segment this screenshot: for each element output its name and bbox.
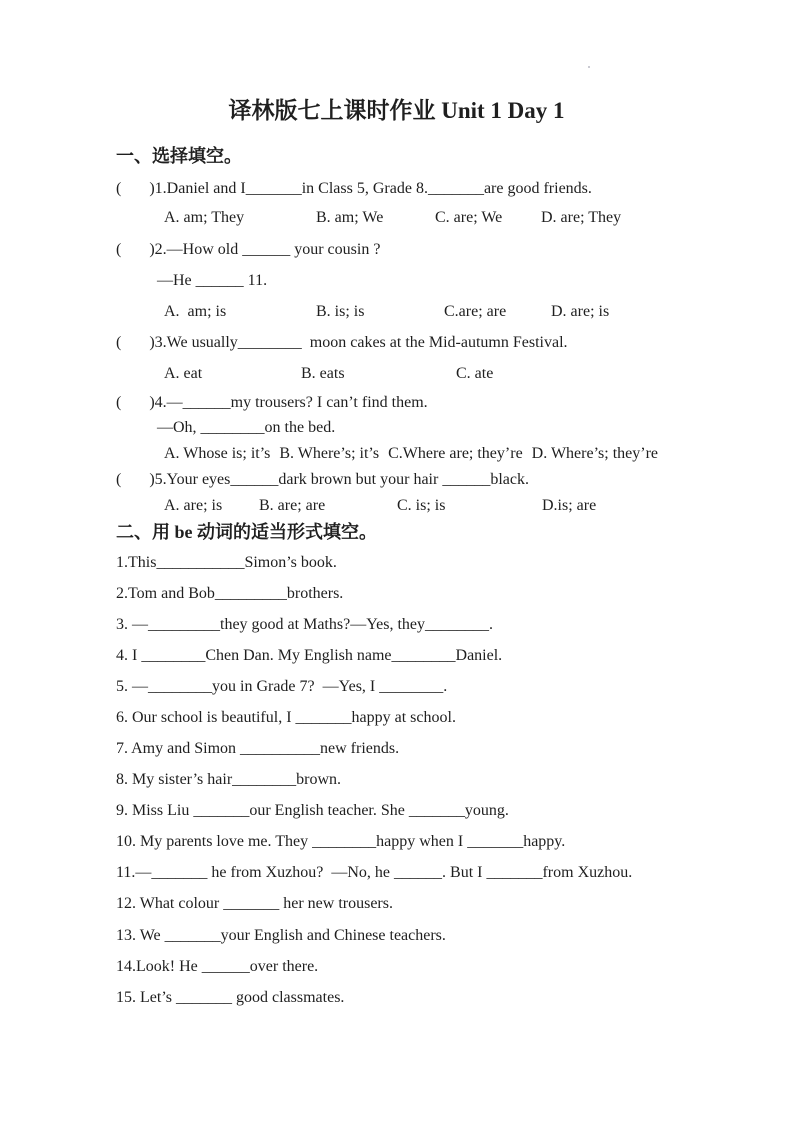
option-c: C. ate [456, 365, 494, 382]
fill-item-7: 7. Amy and Simon __________new friends. [116, 740, 400, 757]
fill-item-8: 8. My sister’s hair________brown. [116, 771, 342, 788]
option-b: B. eats [301, 365, 345, 382]
option-d: D. are; is [551, 303, 610, 320]
option-b: B. Where’s; it’s [279, 445, 380, 462]
question-line-4: ( )4.—______my trousers? I can’t find them. [116, 394, 428, 411]
fill-item-14: 14.Look! He ______over there. [116, 958, 319, 975]
option-d: D. Where’s; they’re [531, 445, 658, 462]
fill-item-6: 6. Our school is beautiful, I _______happy at school. [116, 709, 456, 726]
question-line-4b: —Oh, ________on the bed. [157, 419, 336, 436]
question-line-3: ( )3.We usually________ moon cakes at the Mid-autumn Festival. [116, 334, 568, 351]
fill-item-4: 4. I ________Chen Dan. My English name________Daniel. [116, 647, 503, 664]
fill-item-5: 5. —________you in Grade 7? —Yes, I ________. [116, 678, 448, 695]
fill-item-1: 1.This___________Simon’s book. [116, 554, 337, 571]
question-line-2: ( )2.—How old ______ your cousin ? [116, 241, 381, 258]
option-d: D. are; They [541, 209, 622, 226]
option-b: B. is; is [316, 303, 365, 320]
option-a: A. are; is [164, 497, 223, 514]
options-row-2 [164, 301, 609, 323]
option-a: A. am; They [164, 209, 245, 226]
option-b: B. are; are [259, 497, 326, 514]
option-d: D.is; are [542, 497, 597, 514]
question-line-2b: —He ______ 11. [157, 272, 268, 289]
options-row-1 [164, 207, 621, 229]
fill-item-11: 11.—_______ he from Xuzhou? —No, he ______. But I _______from Xuzhou. [116, 864, 633, 881]
fill-item-12: 12. What colour _______ her new trousers. [116, 895, 393, 912]
question-line-1: ( )1.Daniel and I_______in Class 5, Grade 8._______are good friends. [116, 180, 592, 197]
option-a: A. eat [164, 365, 203, 382]
page-title: 译林版七上课时作业 Unit 1 Day 1 [228, 98, 565, 123]
fill-item-2: 2.Tom and Bob_________brothers. [116, 585, 344, 602]
option-c: C. is; is [397, 497, 446, 514]
option-c: C. are; We [435, 209, 503, 226]
options-row-4 [164, 443, 658, 465]
options-row-3 [164, 363, 493, 385]
options-row-5 [164, 495, 596, 517]
fill-item-13: 13. We _______your English and Chinese teachers. [116, 927, 446, 944]
fill-item-9: 9. Miss Liu _______our English teacher. She _______young. [116, 802, 509, 819]
fill-item-3: 3. —_________they good at Maths?—Yes, they________. [116, 616, 494, 633]
question-line-5: ( )5.Your eyes______dark brown but your hair ______black. [116, 471, 529, 488]
fill-item-15: 15. Let’s _______ good classmates. [116, 989, 345, 1006]
option-a: A. Whose is; it’s [164, 445, 271, 462]
stray-scan-mark [588, 66, 590, 68]
section1-heading: 一、选择填空。 [116, 146, 242, 166]
option-b: B. am; We [316, 209, 384, 226]
option-c: C.Where are; they’re [388, 445, 523, 462]
option-a: A. am; is [164, 303, 227, 320]
option-c: C.are; are [444, 303, 507, 320]
section2-heading: 二、用 be 动词的适当形式填空。 [116, 522, 377, 542]
fill-item-10: 10. My parents love me. They ________happy when I _______happy. [116, 833, 566, 850]
